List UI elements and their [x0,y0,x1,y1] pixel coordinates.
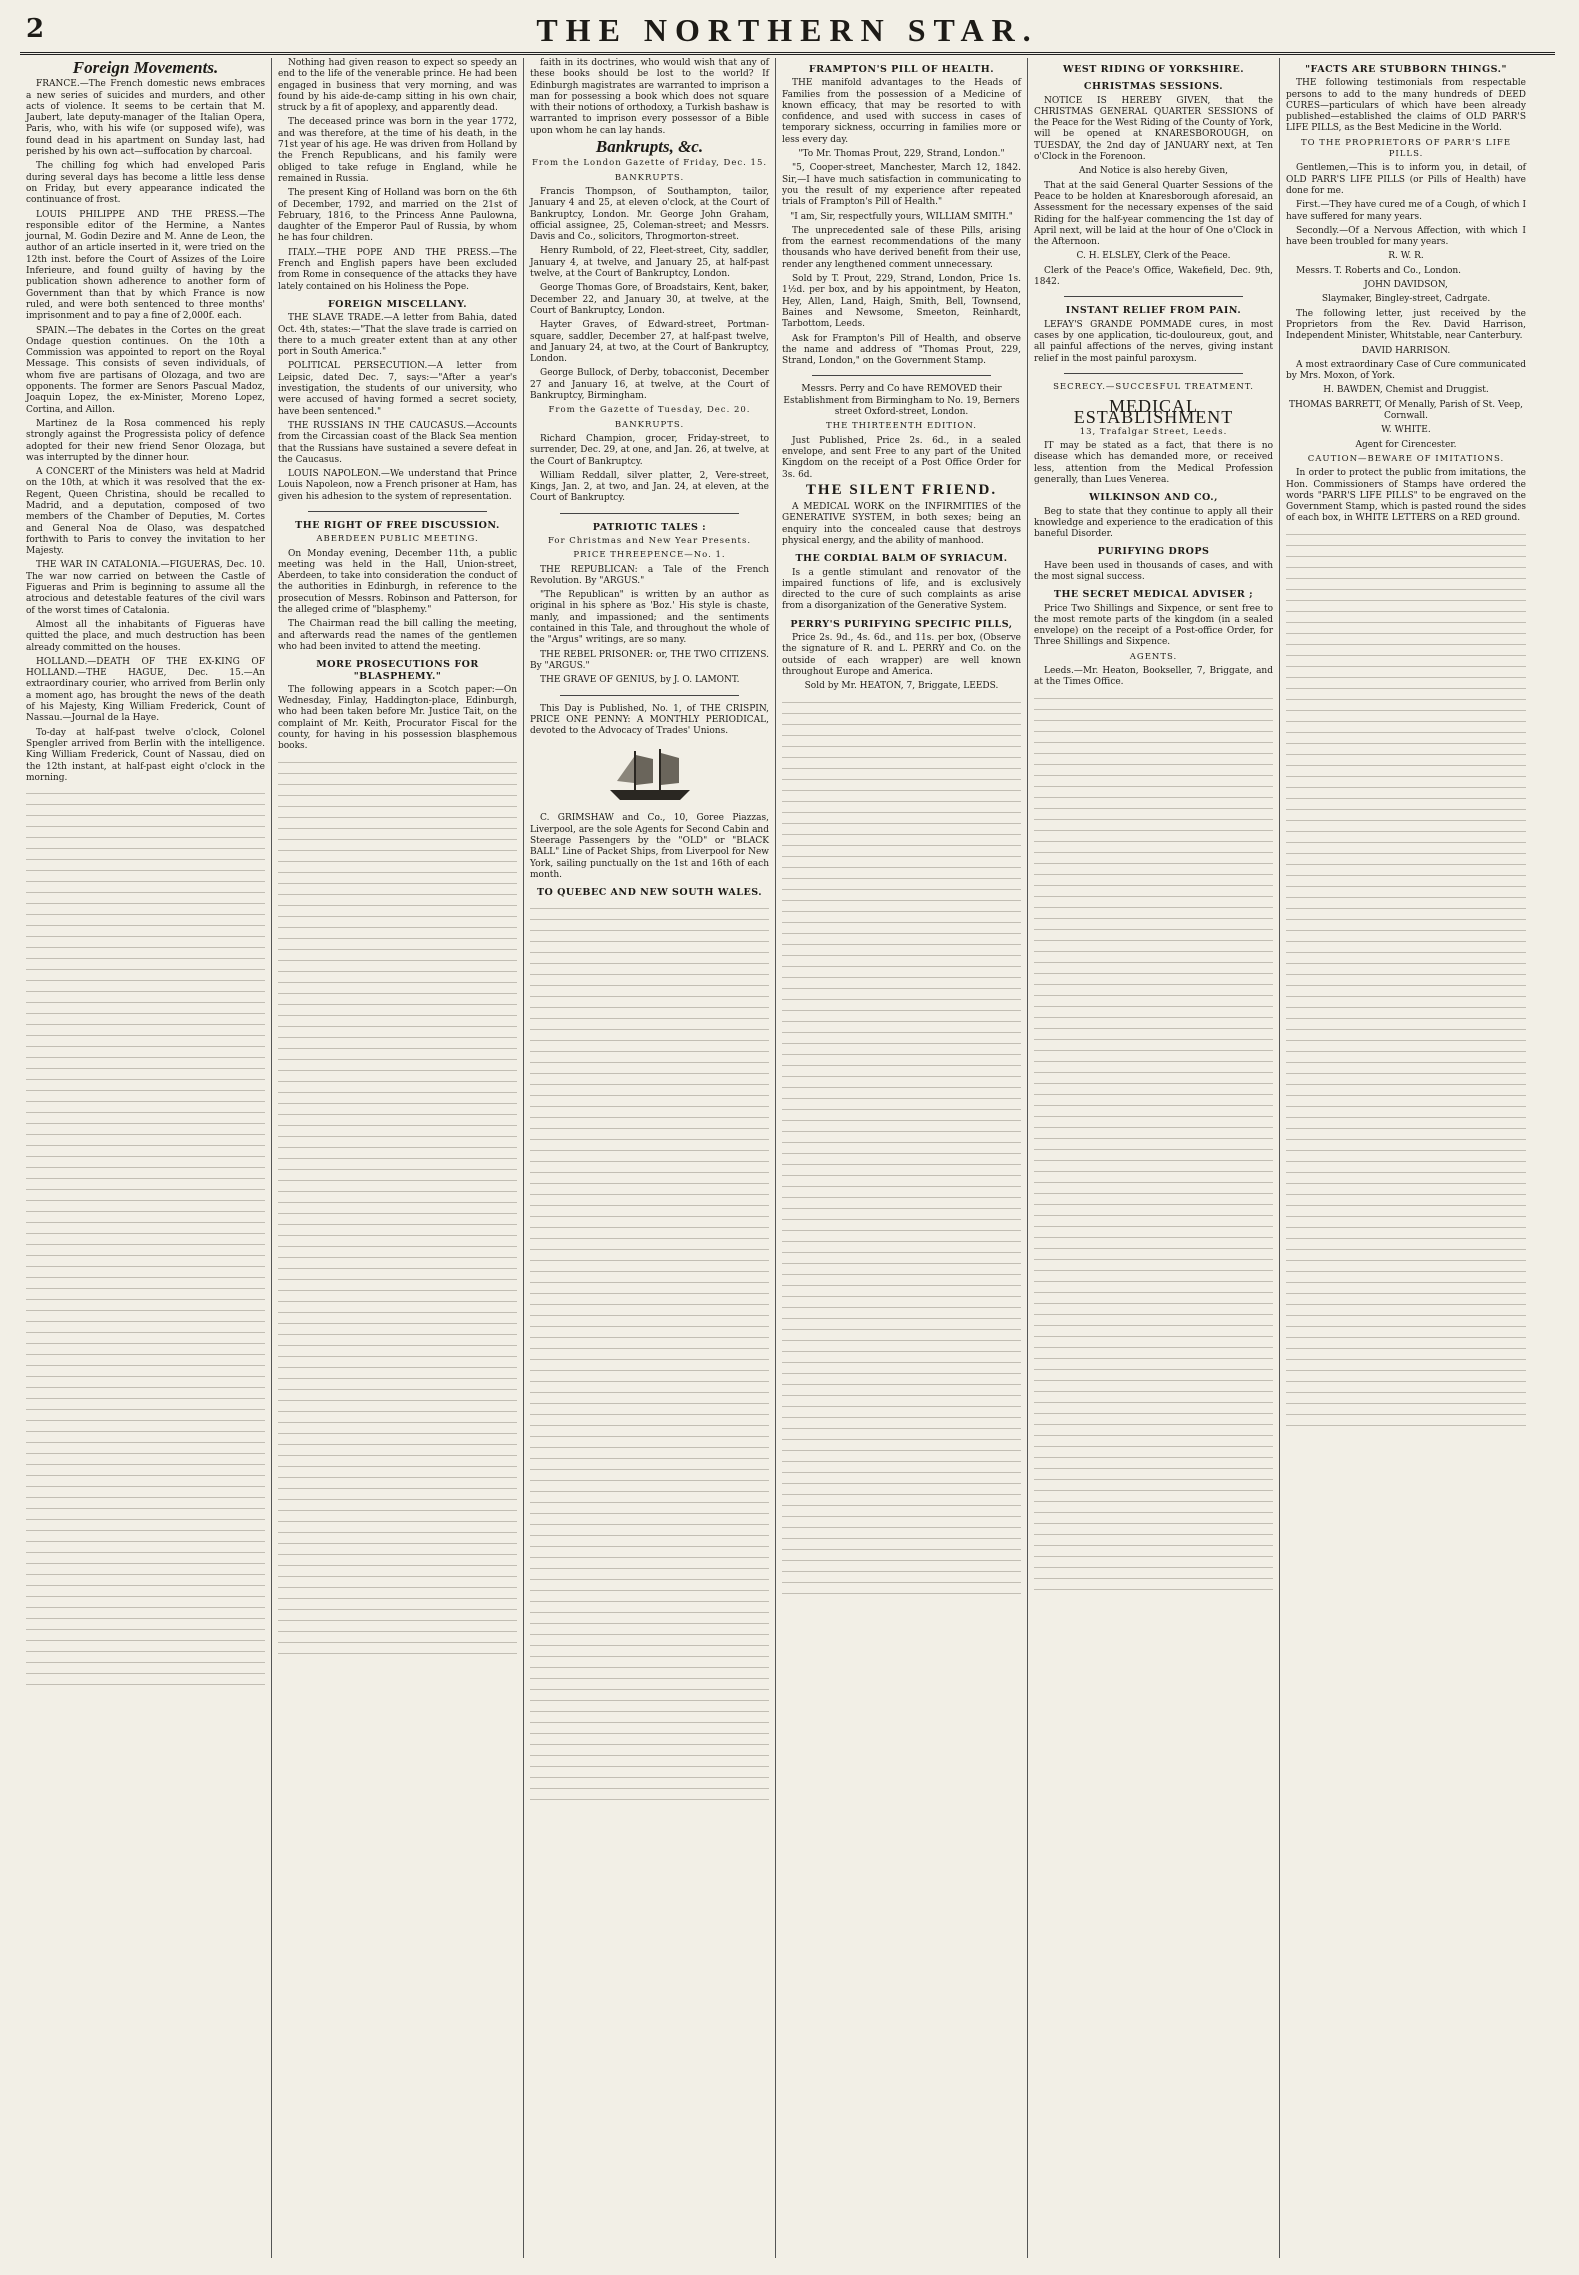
article-paragraph: A CONCERT of the Ministers was held at Madrid on the 10th, at which it was resolved that the ex-Regent, Queen Christina, should be recalled to Madrid, and a deputation, composed of two members of the Chamber of Deputies, M. Cortes and General Noa de Olaso, was despatched forthwith to Paris to convey the invitation to her Majesty. [26,467,265,557]
testimonial-signature: THOMAS BARRETT, Of Menally, Parish of St. Veep, Cornwall. [1289,399,1523,422]
divider [1064,373,1243,374]
advertisement-paragraph: C. GRIMSHAW and Co., 10, Goree Piazzas, Liverpool, are the sole Agents for Second Cabin and Steerage Passengers by the "OLD" or "BLACK BALL" Line of Packet Ships, from Liverpool for New York, sailing punctually on the 1st and 16th of each month. [530,813,769,880]
advertisement-paragraph: THE following testimonials from respectable persons to add to the many hundreds of DEED CURES—particulars of which have been already published—established the claims of OLD PARR'S LIFE PILLS, as the Best Medicine in the World. [1286,78,1526,134]
article-paragraph: THE SLAVE TRADE.—A letter from Bahia, dated Oct. 4th, states:—"That the slave trade is carried on there to a much greater extent than at any other port in South America." [278,313,517,358]
testimonial-paragraph: Gentlemen,—This is to inform you, in detail, of OLD PARR'S LIFE PILLS (or Pills of Health) have done for me. [1286,163,1526,196]
advertisement-paragraph: This Day is Published, No. 1, of THE CRISPIN, PRICE ONE PENNY: A MONTHLY PERIODICAL, devoted to the Advocacy of Trades' Unions. [530,703,769,737]
bankrupt-entry: Francis Thompson, of Southampton, tailor, January 4 and 25, at eleven o'clock, at the Court of Bankruptcy, London. Mr. George John Graham, official assignee, 25, Coleman-street; and Messrs. Davis and Co., solicitors, Throgmorton-street. [530,186,769,243]
ship-illustration [605,745,695,805]
body-text-filler [782,699,1021,1599]
article-paragraph: The Chairman read the bill calling the meeting, and afterwards read the names of the gentlemen who had been invited to attend the meeting. [278,619,517,652]
article-paragraph: faith in its doctrines, who would wish that any of these books should be lost to the world? If Edinburgh magistrates are warranted to imprison a man for possessing a book which does not square with their notions of orthodoxy, a Turkish bashaw is warranted to imprison every possessor of a Bible upon whom he can lay hands. [530,58,769,136]
gazette-subheading: BANKRUPTS. [614,172,685,183]
testimonial-place: Agent for Cirencester. [1355,439,1457,450]
article-paragraph: SPAIN.—The debates in the Cortes on the great Ondage question continues. On the 10th a Commission was appointed to report on the Royal Message. This consists of seven individuals, of whom five are partisans of Olozaga, and two are opponents. The former are Senors Pascual Madoz, Joaquin Lopez, the ex-Minister, Moreno Lopez, Cortina, and Aillon. [26,325,265,415]
article-paragraph: Almost all the inhabitants of Figueras have quitted the place, and much destruction has been already committed on the houses. [26,619,265,653]
advertisement-paragraph: LEFAY'S GRANDE POMMADE cures, in most cases by one application, tic-douloureux, gout, and all painful affections of the nerves, giving instant relief in the most painful paroxysm. [1034,319,1273,364]
prosecutions-heading: MORE PROSECUTIONS FOR "BLASPHEMY." [316,659,479,682]
body-text-filler [530,905,769,1805]
bankrupt-entry: Henry Rumbold, of 22, Fleet-street, City, saddler, January 4, at twelve, and January 25, at half-past twelve, at the Court of Bankruptcy, London. [530,246,769,280]
advertisement-paragraph: THE REPUBLICAN: a Tale of the French Revolution. By "ARGUS." [530,564,769,586]
advertisement-paragraph: THE REBEL PRISONER: or, THE TWO CITIZENS. By "ARGUS." [530,649,769,671]
letter-address: "To Mr. Thomas Prout, 229, Strand, London." [798,149,1005,160]
advertisement-paragraph: Just Published, Price 2s. 6d., in a sealed envelope, and sent Free to any part of the United Kingdom on the receipt of a Post Office Order for 3s. 6d. [782,435,1021,480]
medical-address: 13, Trafalgar Street, Leeds. [1079,426,1228,437]
page-columns [20,58,1555,2258]
article-paragraph: Martinez de la Rosa commenced his reply strongly against the Progressista policy of defence adopted for their new friend Senor Olozaga, but was interrupted by the dinner hour. [26,418,265,463]
divider [308,511,487,512]
instant-relief-heading: INSTANT RELIEF FROM PAIN. [1065,305,1242,317]
free-discussion-heading: THE RIGHT OF FREE DISCUSSION. [295,519,500,531]
divider [812,375,991,376]
advertisement-paragraph: "The Republican" is written by an author as original in his sphere as 'Boz.' His style is chaste, manly, and impassioned; and the sentiments contained in this Tale, and throughout the whole of the "Argus" writings, are so many. [530,590,769,646]
article-paragraph: POLITICAL PERSECUTION.—A letter from Leipsic, dated Dec. 7, says:—"After a year's investigation, the students of our university, who were accused of having formed a secret society, have been sentenced." [278,361,517,417]
frampton-pill-heading: FRAMPTON'S PILL OF HEALTH. [808,64,995,75]
article-paragraph: LOUIS NAPOLEON.—We understand that Prince Louis Napoleon, now a French prisoner at Ham, has given his adhesion to the system of representation. [278,469,517,502]
aberdeen-meeting-subheading: ABERDEEN PUBLIC MEETING. [316,534,479,545]
edition-label: THE THIRTEENTH EDITION. [826,421,977,432]
advertisement-paragraph: Sold by T. Prout, 229, Strand, London, Price 1s. 1½d. per box, and by his appointment, by Heaton, Hey, Allen, Land, Haigh, Smith, Bell, Townsend, Baines and Newsome, Smeeton, Reinhardt, Tarbottom, Leeds. [782,274,1021,330]
advertisement-paragraph: IT may be stated as a fact, that there is no disease which has demanded more, or received less, attention from the Medical Profession generally, than Lues Venerea. [1034,441,1273,485]
column-5 [1028,58,1280,2258]
christmas-sessions-heading: CHRISTMAS SESSIONS. [1083,81,1224,93]
testimonial-paragraph: Secondly.—Of a Nervous Affection, with which I have been troubled for many years. [1286,225,1526,248]
newspaper-title: THE NORTHERN STAR. [536,12,1039,48]
cordial-balm-heading: THE CORDIAL BALM OF SYRIACUM. [795,553,1008,565]
body-text-filler [1034,695,1273,1595]
advertisement-paragraph: In order to protect the public from imitations, the Hon. Commissioners of Stamps have ordered the words "PARR'S LIFE PILLS" to be engraved on the Government Stamp, which is pasted round the sides of each box, in WHITE LETTERS on a RED ground. [1286,468,1526,524]
advertisement-paragraph: Is a gentle stimulant and renovator of the impaired functions of life, and is exclusively directed to the cure of such complaints as arise from a disorganization of the Generative System. [782,567,1021,612]
section-heading-bankrupts: Bankrupts, &c. [595,137,704,157]
article-paragraph: Nothing had given reason to expect so speedy an end to the life of the venerable prince. He had been engaged in business that very morning, and was found by his aide-de-camp sitting in his own chair, struck by a fit of apoplexy, and apparently dead. [278,58,517,114]
bankrupt-entry: Richard Champion, grocer, Friday-street, to surrender, Dec. 29, at one, and Jan. 26, at twelve, at the Court of Bankruptcy. [530,433,769,467]
article-paragraph: On Monday evening, December 11th, a public meeting was held in the Hall, Union-street, Aberdeen, to take into consideration the conduct of the authorities in Edinburgh, in reference to the prosecution of Messrs. Robinson and Patterson, for the alleged crime of "blasphemy." [278,548,517,616]
agents-heading: AGENTS. [1129,651,1178,662]
divider [560,513,739,514]
article-paragraph: The chilling fog which had enveloped Paris during several days has become a little less dense on Friday, but every appearance indicated the continuance of frost. [26,161,265,206]
caution-heading: CAUTION—BEWARE OF IMITATIONS. [1307,453,1505,464]
ship-icon [605,745,695,805]
body-text-filler [1286,531,1526,1431]
article-paragraph: The following appears in a Scotch paper:—On Wednesday, Finlay, Haddington-place, Edinburgh, who had been taken before Mr. Justice Tait, on the complaint of Mr. Keith, Procurator Fiscal for the county, for having in his possession blasphemous books. [278,684,517,752]
notice-signature: C. H. ELSLEY, Clerk of the Peace. [1076,251,1231,262]
testimonial-signature: DAVID HARRISON. [1361,345,1451,356]
article-paragraph: The present King of Holland was born on the 6th of December, 1792, and married on the 21st of February, 1816, to the Princess Anne Paulowna, daughter of the Emperor Paul of Russia, by whom he has four children. [278,188,517,244]
testimonial-signature: R. W. R. [1388,251,1424,262]
advertisement-paragraph: THE manifold advantages to the Heads of Families from the possession of a Medicine of known efficacy, that may be resorted to with confidence, and used with success in cases of temporary sickness, occurring in families more or less every day. [782,78,1021,145]
foreign-miscellany-heading: FOREIGN MISCELLANY. [327,298,468,310]
bankrupt-entry: George Thomas Gore, of Broadstairs, Kent, baker, December 22, and January 30, at twelve, at the Court of Bankruptcy, London. [530,283,769,316]
advertisement-paragraph: Price Two Shillings and Sixpence, or sent free to the most remote parts of the kingdom (in a sealed envelope) on the receipt of a Post-office Order, for Three Shillings and Sixpence. [1034,603,1273,648]
testimonial-signature: W. WHITE. [1381,425,1431,436]
removal-notice: Messrs. Perry and Co have REMOVED their Establishment from Birmingham to No. 19, Berners street Oxford-street, London. [783,384,1020,418]
divider [560,695,739,696]
advertisement-paragraph: Price 2s. 9d., 4s. 6d., and 11s. per box, (Observe the signature of R. and L. PERRY and Co. on the outside of each wrapper) are well known throughout Europe and America. [782,633,1021,677]
agents-list: Leeds.—Mr. Heaton, Bookseller, 7, Briggate, and at the Times Office. [1034,666,1273,688]
perry-pills-heading: PERRY'S PURIFYING SPECIFIC PILLS, [790,618,1013,630]
body-text-filler [26,790,265,1690]
testimonial-signature: JOHN DAVIDSON, [1364,280,1448,291]
seller-notice: Sold by Mr. HEATON, 7, Briggate, LEEDS. [804,681,999,692]
testimonial-paragraph: A most extraordinary Case of Cure communicated by Mrs. Moxon, of York. [1286,359,1526,382]
bankrupt-entry: Hayter Graves, of Edward-street, Portman-square, saddler, December 27, at half-past twelve, and January 24, at two, at the Court of Bankruptcy, London. [530,320,769,365]
notice-subheading: And Notice is also hereby Given, [1078,166,1229,177]
testimonial-place: Slaymaker, Bingley-street, Cadrgate. [1321,294,1491,305]
article-paragraph: LOUIS PHILIPPE AND THE PRESS.—The responsible editor of the Hermine, a Nantes journal, M. Godin Dezire and M. Anne de Leon, the author of an article inserted in it, were tried on the 12th inst. before the Court of Assizes of the Loire Inferieure, and found guilty of having by the publication shown adherence to another form of Government than that by which France is now ruled, and were both sentenced to three months' imprisonment and to pay a fine of 2,000f. each. [26,209,265,322]
silent-friend-heading: THE SILENT FRIEND. [805,481,998,498]
advertisement-paragraph: A MEDICAL WORK on the INFIRMITIES of the GENERATIVE SYSTEM, in both sexes; being an enquiry into the concealed cause that destroys physical energy, and the ability of manhood. [782,502,1021,546]
patriotic-tales-subheading: For Christmas and New Year Presents. [547,535,752,546]
column-6 [1280,58,1532,2258]
bankrupt-entry: William Reddall, silver platter, 2, Vere-street, Kings, Jan. 2, at two, and Jan. 24, at eleven, at the Court of Bankruptcy. [530,470,769,504]
testimonial-paragraph: Messrs. T. Roberts and Co., London. [1296,265,1462,276]
masthead [20,12,1555,55]
notice-place: Clerk of the Peace's Office, Wakefield, Dec. 9th, 1842. [1034,265,1273,288]
secrecy-heading: SECRECY.—SUCCESFUL TREATMENT. [1053,381,1254,392]
article-paragraph: To-day at half-past twelve o'clock, Colonel Spengler arrived from Berlin with the intelligence. King William Frederick, Count of Nassau, died on the 12th instant, at half-past eight o'clock in the morning. [26,727,265,783]
body-text-filler [278,759,517,1659]
patriotic-tales-heading: PATRIOTIC TALES : [592,521,707,533]
gazette-date: From the London Gazette of Friday, Dec. 15. [531,158,768,169]
testimonial-paragraph: The following letter, just received by the Proprietors from the Rev. David Harrison, Independent Minister, Whitstable, near Canterbury. [1286,308,1526,342]
letter-signature: "I am, Sir, respectfully yours, WILLIAM SMITH." [790,211,1013,222]
advertisement-paragraph: "5, Cooper-street, Manchester, March 12, 1842. Sir,—I have much satisfaction in communicating to you the result of my experience after repeated trials of Frampton's Pill of Health." [782,163,1021,208]
west-riding-heading: WEST RIDING OF YORKSHIRE. [1062,64,1245,75]
facts-heading: "FACTS ARE STUBBORN THINGS." [1305,64,1507,75]
advertisement-paragraph: Have been used in thousands of cases, and with the most signal success. [1034,560,1273,582]
patriotic-tales-price: PRICE THREEPENCE—No. 1. [573,550,726,561]
testimonial-signature: H. BAWDEN, Chemist and Druggist. [1323,385,1489,396]
page-number: 2 [26,14,45,44]
article-paragraph: FRANCE.—The French domestic news embraces a new series of suicides and murders, and other acts of violence. It seems to be certain that M. Jaubert, late deputy-manager of the Italian Opera, Paris, who, with his wife (or supposed wife), was found dead in his apartment on Sunday last, had perished by his own act—suffocation by charcoal. [26,79,265,158]
medical-establishment-heading: MEDICAL ESTABLISHMENT [1073,396,1234,428]
gazette-date: From the Gazette of Tuesday, Dec. 20. [548,405,751,416]
column-4 [776,58,1028,2258]
column-2 [272,58,524,2258]
advertisement-paragraph: Beg to state that they continue to apply all their knowledge and experience to the eradication of this baneful Disorder. [1034,506,1273,540]
article-paragraph: ITALY.—THE POPE AND THE PRESS.—The French and English papers have been excluded from Rome in consequence of the attacks they have lately contained on his Holiness the Pope. [278,247,517,292]
divider [1064,296,1243,297]
secret-adviser-heading: THE SECRET MEDICAL ADVISER ; [1053,589,1254,601]
column-3 [524,58,776,2258]
testimonial-paragraph: First.—They have cured me of a Cough, of which I have suffered for many years. [1286,200,1526,222]
gazette-subheading: BANKRUPTS. [614,419,685,430]
notice-paragraph: NOTICE IS HEREBY GIVEN, that the CHRISTMAS GENERAL QUARTER SESSIONS of the Peace for the West Riding of the County of York, will be opened at KNARESBOROUGH, on TUESDAY, the 2nd day of JANUARY next, at Ten o'Clock in the Forenoon. [1034,95,1273,163]
wilkinson-heading: WILKINSON AND CO., [1089,492,1218,504]
advertisement-paragraph: The unprecedented sale of these Pills, arising from the earnest recommendations of the many thousands who have derived benefit from their use, render any lengthened comment unnecessary. [782,225,1021,270]
article-paragraph: The deceased prince was born in the year 1772, and was therefore, at the time of his death, in the 71st year of his age. He was driven from Holland by the French Republicans, and his family were obliged to take refuge in England, while he remained in Russia. [278,117,517,184]
advertisement-paragraph: Ask for Frampton's Pill of Health, and observe the name and address of "Thomas Prout, 229, Strand, London," on the Government Stamp. [782,333,1021,367]
notice-paragraph: That at the said General Quarter Sessions of the Peace to be holden at Knaresborough aforesaid, an Assessment for the necessary expenses of the said Riding for the half-year commencing the 1st day of April next, will be laid at the hour of One o'Clock in the Afternoon. [1034,180,1273,248]
proprietors-heading: TO THE PROPRIETORS OF PARR'S LIFE PILLS. [1300,137,1512,160]
purifying-drops-heading: PURIFYING DROPS [1097,546,1210,558]
article-paragraph: THE WAR IN CATALONIA.—FIGUERAS, Dec. 10. The war now carried on between the Castle of Figueras and Prim is beginning to assume all the atrocious and detestable features of the civil wars of the worst times of Catalonia. [26,560,265,616]
quebec-heading: TO QUEBEC AND NEW SOUTH WALES. [536,887,763,899]
article-paragraph: THE RUSSIANS IN THE CAUCASUS.—Accounts from the Circassian coast of the Black Sea mention that the Russians have sustained a severe defeat in the Caucasus. [278,420,517,465]
section-heading-foreign: Foreign Movements. [72,58,219,77]
advertisement-paragraph: THE GRAVE OF GENIUS, by J. O. LAMONT. [540,675,740,686]
article-paragraph: HOLLAND.—DEATH OF THE EX-KING OF HOLLAND.—THE HAGUE, Dec. 15.—An extraordinary courier, who arrived from Berlin only a moment ago, has brought the news of the death of his Majesty, King William Frederick, Count of Nassau.—Journal de la Haye. [26,656,265,724]
bankrupt-entry: George Bullock, of Derby, tobacconist, December 27 and January 16, at twelve, at the Court of Bankruptcy, Birmingham. [530,368,769,402]
column-1 [20,58,272,2258]
